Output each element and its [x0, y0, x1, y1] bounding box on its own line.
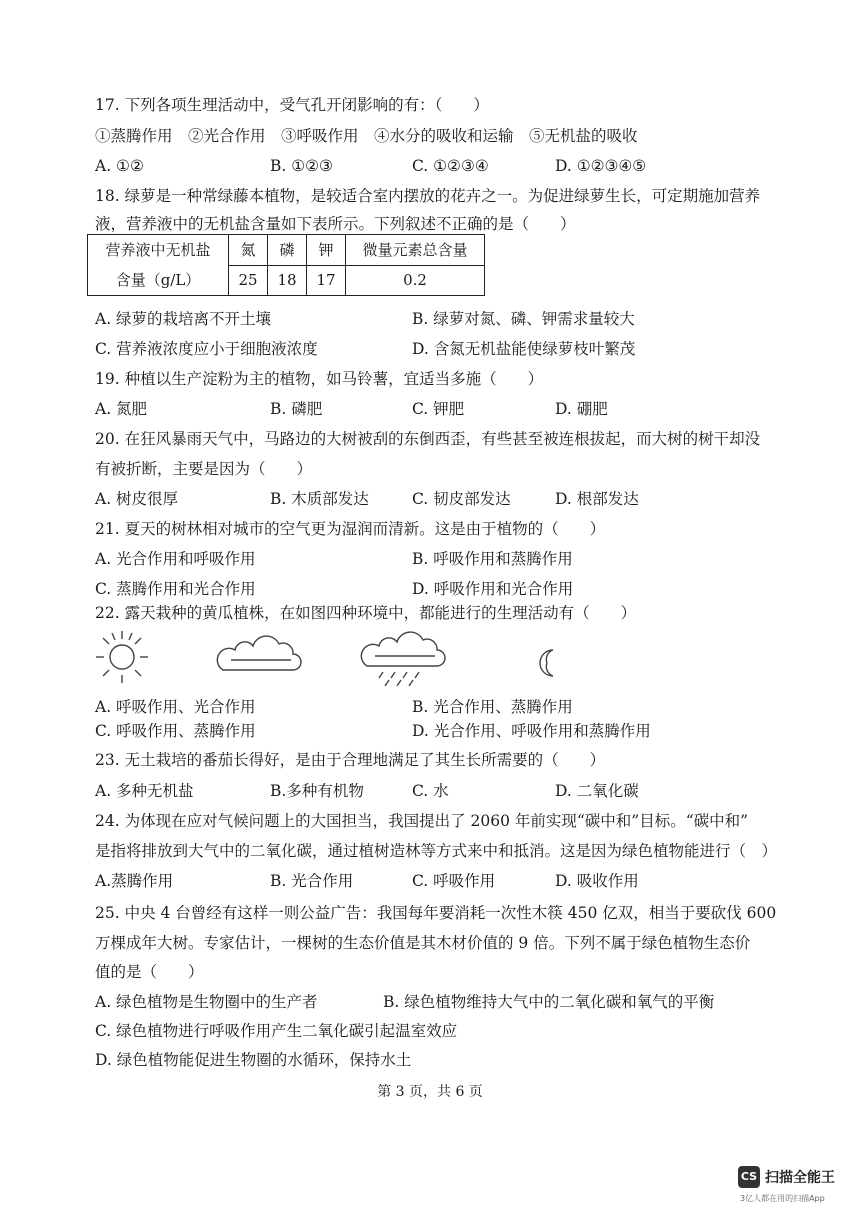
- q17-stem: 17. 下列各项生理活动中，受气孔开闭影响的有：（ ）: [95, 96, 489, 114]
- q25-stem-line3: 值的是（ ）: [95, 963, 204, 981]
- q22-option-a: A. 呼吸作用、光合作用: [95, 698, 256, 716]
- cloud-icon: [217, 636, 301, 670]
- q23-option-a: A. 多种无机盐: [95, 782, 194, 800]
- table-row-header: [88, 235, 229, 296]
- sun-icon: [96, 631, 148, 683]
- q24-option-b: B. 光合作用: [270, 872, 354, 890]
- row-header-line1: 营养液中无机盐: [105, 241, 211, 259]
- q21-stem: 21. 夏天的树林相对城市的空气更为湿润而清新。这是由于植物的（ ）: [95, 520, 606, 538]
- col-header-potassium: 钾: [307, 235, 346, 266]
- q21-option-c: C. 蒸腾作用和光合作用: [95, 580, 256, 598]
- q17-option-b: B. ①②③: [270, 157, 333, 175]
- q24-option-d: D. 吸收作用: [555, 872, 639, 890]
- q22-option-c: C. 呼吸作用、蒸腾作用: [95, 722, 256, 740]
- weather-icons: [95, 626, 575, 686]
- q25-option-b: B. 绿色植物维持大气中的二氧化碳和氧气的平衡: [383, 993, 715, 1011]
- q25-stem-line2: 万棵成年大树。专家估计，一棵树的生态价值是其木材价值的 9 倍。下列不属于绿色植物生态价: [95, 934, 751, 952]
- q20-stem-line2: 有被折断，主要是因为（ ）: [95, 460, 313, 478]
- col-header-trace: 微量元素总含量: [346, 235, 485, 266]
- page-number: 第 3 页，共 6 页: [377, 1084, 483, 1100]
- cell-trace: 0.2: [346, 265, 485, 296]
- watermark-name: 扫描全能王: [765, 1170, 835, 1186]
- q24-option-a: A.蒸腾作用: [95, 872, 174, 890]
- q19-option-a: A. 氮肥: [95, 400, 148, 418]
- q18-stem-line1: 18. 绿萝是一种常绿藤本植物，是较适合室内摆放的花卉之一。为促进绿萝生长，可定期施加营养: [95, 187, 761, 205]
- moon-icon: [540, 650, 553, 676]
- q19-option-d: D. 硼肥: [555, 400, 608, 418]
- watermark-tagline: 3亿人都在用的扫描App: [740, 1194, 825, 1203]
- q18-option-a: A. 绿萝的栽培离不开土壤: [95, 310, 272, 328]
- q17-option-a: A. ①②: [95, 157, 144, 175]
- q23-option-b: B.多种有机物: [270, 782, 364, 800]
- q20-stem-line1: 20. 在狂风暴雨天气中，马路边的大树被刮的东倒西歪，有些甚至被连根拔起，而大树的树干却没: [95, 430, 761, 448]
- q22-stem: 22. 露天栽种的黄瓜植株，在如图四种环境中，都能进行的生理活动有（ ）: [95, 604, 637, 622]
- q17-option-c: C. ①②③④: [412, 157, 489, 175]
- q19-option-b: B. 磷肥: [270, 400, 323, 418]
- q23-option-c: C. 水: [412, 782, 449, 800]
- row-header-line2: 含量（g/L）: [115, 271, 201, 289]
- q21-option-d: D. 呼吸作用和光合作用: [412, 580, 574, 598]
- q23-option-d: D. 二氧化碳: [555, 782, 639, 800]
- q18-option-b: B. 绿萝对氮、磷、钾需求量较大: [412, 310, 635, 328]
- q20-option-c: C. 韧皮部发达: [412, 490, 511, 508]
- q23-stem: 23. 无土栽培的番茄长得好，是由于合理地满足了其生长所需要的（ ）: [95, 751, 606, 769]
- q19-stem: 19. 种植以生产淀粉为主的植物，如马铃薯，宜适当多施（ ）: [95, 370, 544, 388]
- cell-potassium: 17: [307, 265, 346, 296]
- q22-option-b: B. 光合作用、蒸腾作用: [412, 698, 573, 716]
- q25-option-d: D. 绿色植物能促进生物圈的水循环，保持水土: [95, 1051, 412, 1069]
- cell-nitrogen: 25: [229, 265, 268, 296]
- q22-option-d: D. 光合作用、呼吸作用和蒸腾作用: [412, 722, 651, 740]
- q24-stem-line2: 是指将排放到大气中的二氧化碳，通过植树造林等方式来中和抵消。这是因为绿色植物能进行（ ）: [95, 842, 778, 860]
- q20-option-b: B. 木质部发达: [270, 490, 369, 508]
- q19-option-c: C. 钾肥: [412, 400, 465, 418]
- q18-stem-line2: 液，营养液中的无机盐含量如下表所示。下列叙述不正确的是（ ）: [95, 215, 576, 233]
- rain-cloud-icon: [361, 632, 445, 686]
- q20-option-d: D. 根部发达: [555, 490, 639, 508]
- q18-option-c: C. 营养液浓度应小于细胞液浓度: [95, 340, 318, 358]
- q20-option-a: A. 树皮很厚: [95, 490, 179, 508]
- q18-option-d: D. 含氮无机盐能使绿萝枝叶繁茂: [412, 340, 636, 358]
- col-header-phosphorus: 磷: [268, 235, 307, 266]
- q25-option-a: A. 绿色植物是生物圈中的生产者: [95, 993, 318, 1011]
- q17-items: ①蒸腾作用 ②光合作用 ③呼吸作用 ④水分的吸收和运输 ⑤无机盐的吸收: [95, 127, 638, 145]
- cell-phosphorus: 18: [268, 265, 307, 296]
- q25-option-c: C. 绿色植物进行呼吸作用产生二氧化碳引起温室效应: [95, 1022, 458, 1040]
- col-header-nitrogen: 氮: [229, 235, 268, 266]
- q24-option-c: C. 呼吸作用: [412, 872, 496, 890]
- q17-option-d: D. ①②③④⑤: [555, 157, 647, 175]
- q21-option-a: A. 光合作用和呼吸作用: [95, 550, 256, 568]
- cs-logo-icon: CS: [738, 1166, 760, 1188]
- q21-option-b: B. 呼吸作用和蒸腾作用: [412, 550, 573, 568]
- nutrient-table: [87, 234, 485, 296]
- scanner-watermark: [738, 1166, 848, 1206]
- q25-stem-line1: 25. 中央 4 台曾经有这样一则公益广告：我国每年要消耗一次性木筷 450 亿双，相当于要砍伐 600: [95, 904, 777, 922]
- q24-stem-line1: 24. 为体现在应对气候问题上的大国担当，我国提出了 2060 年前实现“碳中和”目标。“碳中和”: [95, 812, 749, 830]
